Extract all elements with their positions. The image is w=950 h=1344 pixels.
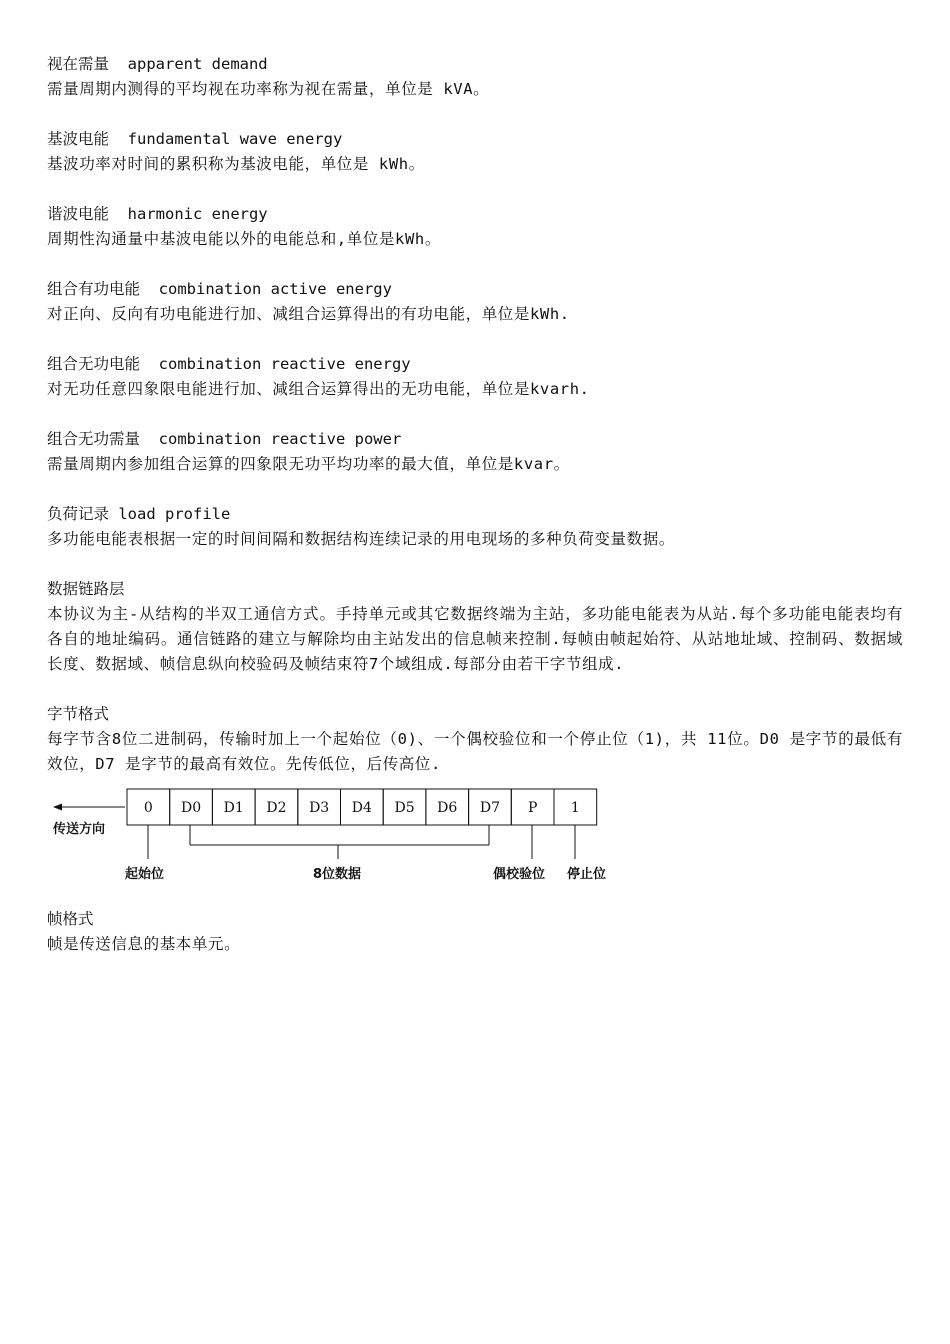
section-heading: 组合有功电能 combination active energy bbox=[47, 280, 392, 298]
section-byte-format bbox=[47, 702, 903, 777]
section-heading: 谐波电能 harmonic energy bbox=[47, 205, 268, 223]
section-body: 帧是传送信息的基本单元。 bbox=[47, 935, 241, 953]
bit-cell-label: P bbox=[527, 800, 538, 816]
section-body: 本协议为主-从结构的半双工通信方式。手持单元或其它数据终端为主站，多功能电能表为从站.每个多功能电能表均有各自的地址编码。通信链路的建立与解除均由主站发出的信息帧来控制.每帧由帧起始符、从站地址域、控制码、数据域长度、数据域、帧信息纵向校验码及帧结束符7个域组成.每部分由若干字节组成. bbox=[47, 605, 903, 673]
definitions bbox=[47, 52, 903, 777]
section-heading: 负荷记录 load profile bbox=[47, 505, 231, 523]
document-page bbox=[47, 52, 903, 982]
section-heading: 视在需量 apparent demand bbox=[47, 55, 268, 73]
section-fundamental-wave-energy bbox=[47, 127, 903, 177]
start-bit-label: 起始位 bbox=[125, 867, 165, 882]
section-body: 需量周期内参加组合运算的四象限无功平均功率的最大值，单位是kvar。 bbox=[47, 455, 570, 473]
section-heading: 数据链路层 bbox=[47, 580, 125, 598]
section-body: 周期性沟通量中基波电能以外的电能总和,单位是kWh。 bbox=[47, 230, 441, 248]
section-harmonic-energy bbox=[47, 202, 903, 252]
section-combination-reactive-energy bbox=[47, 352, 903, 402]
section-heading: 帧格式 bbox=[47, 910, 94, 928]
section-combination-reactive-power bbox=[47, 427, 903, 477]
bit-cell-label: D7 bbox=[479, 800, 501, 816]
data-bits-label: 8位数据 bbox=[313, 867, 362, 882]
section-heading: 字节格式 bbox=[47, 705, 110, 723]
section-body: 需量周期内测得的平均视在功率称为视在需量，单位是 kVA。 bbox=[47, 80, 490, 98]
section-body: 多功能电能表根据一定的时间间隔和数据结构连续记录的用电现场的多种负荷变量数据。 bbox=[47, 530, 675, 548]
section-frame-format bbox=[47, 907, 903, 957]
direction-arrow-head-icon bbox=[53, 804, 62, 811]
bit-cell-label: D4 bbox=[351, 800, 372, 816]
section-body: 每字节含8位二进制码，传输时加上一个起始位（0)、一个偶校验位和一个停止位（1)，共 11位。D0 是字节的最低有效位，D7 是字节的最高有效位。先传低位，后传高位. bbox=[47, 730, 903, 773]
section-heading: 组合无功电能 combination reactive energy bbox=[47, 355, 411, 373]
byte-format-diagram bbox=[47, 785, 647, 885]
bit-cell-label: 0 bbox=[143, 800, 153, 816]
bit-cells bbox=[127, 789, 597, 825]
section-heading: 组合无功需量 combination reactive power bbox=[47, 430, 402, 448]
section-body: 对正向、反向有功电能进行加、减组合运算得出的有功电能，单位是kWh. bbox=[47, 305, 570, 323]
bit-cell-label: 1 bbox=[570, 800, 580, 816]
section-body: 基波功率对时间的累积称为基波电能，单位是 kWh。 bbox=[47, 155, 425, 173]
bit-cell-label: D0 bbox=[180, 800, 202, 816]
section-load-profile bbox=[47, 502, 903, 552]
bit-cell-label: D5 bbox=[394, 800, 415, 816]
section-body: 对无功任意四象限电能进行加、减组合运算得出的无功电能，单位是kvarh. bbox=[47, 380, 590, 398]
bit-cell-label: D2 bbox=[266, 800, 287, 816]
bit-cell-label: D3 bbox=[309, 800, 330, 816]
bit-cell-label: D6 bbox=[437, 800, 458, 816]
direction-label: 传送方向 bbox=[53, 822, 106, 837]
bit-cell-label: D1 bbox=[223, 800, 244, 816]
stop-bit-label: 停止位 bbox=[567, 867, 607, 882]
section-combination-active-energy bbox=[47, 277, 903, 327]
section-heading: 基波电能 fundamental wave energy bbox=[47, 130, 343, 148]
section-data-link-layer bbox=[47, 577, 903, 677]
section-apparent-demand bbox=[47, 52, 903, 102]
parity-label: 偶校验位 bbox=[493, 867, 546, 882]
